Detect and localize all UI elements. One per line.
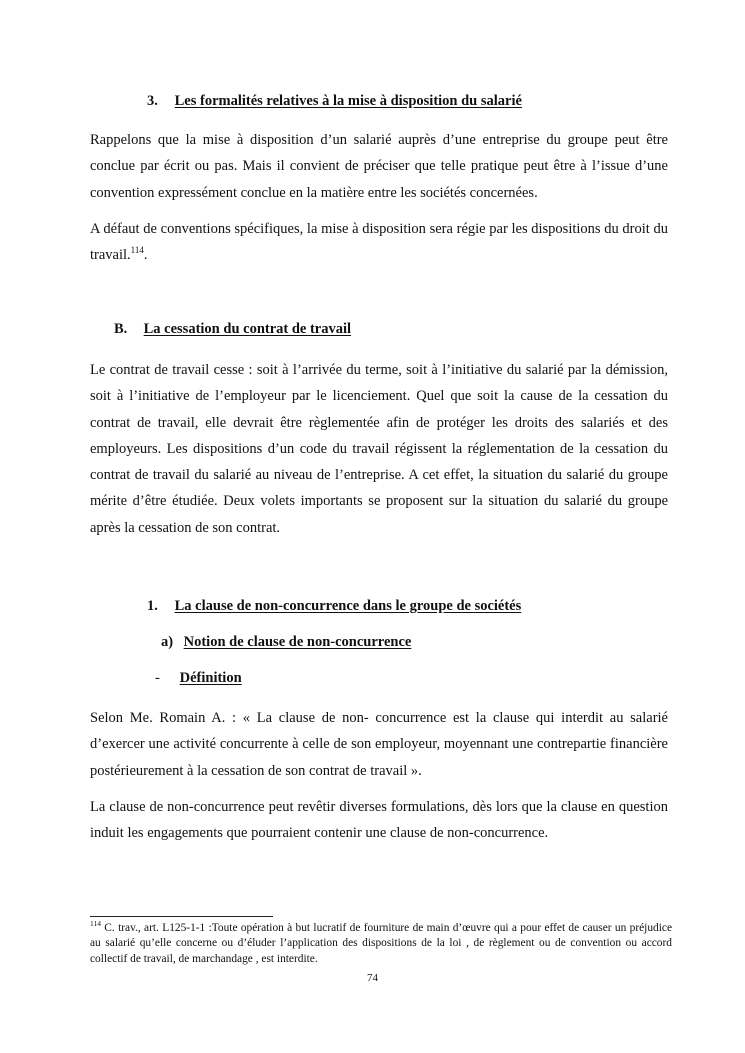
section-3-title: Les formalités relatives à la mise à disposition du salarié — [174, 93, 522, 109]
section-1-heading — [147, 597, 521, 615]
definition-item — [155, 669, 242, 687]
section-a-number: a) — [161, 634, 174, 650]
section-b-number: B. — [114, 321, 128, 337]
paragraph-defaut-conventions — [90, 216, 668, 269]
page-number: 74 — [367, 972, 378, 984]
footnote-number: 114 — [90, 919, 101, 929]
paragraph-definition-quote: Selon Me. Romain A. : « La clause de non- concurrence est la clause qui interdit au salarié d’exercer une activité concurrente à celle de son employeur, moyennant une contrepartie financière postérieurement à la cessation de son contrat de travail ». — [90, 710, 668, 779]
section-b-title: La cessation du contrat de travail — [143, 321, 352, 337]
section-3-heading — [147, 92, 522, 110]
paragraph-defaut-conventions-text: A défaut de conventions spécifiques, la mise à disposition sera régie par les dispositions du droit du travail. — [90, 221, 668, 264]
section-a-title: Notion de clause de non-concurrence — [183, 634, 412, 650]
footnote-reference-114[interactable]: 114 — [130, 245, 144, 256]
section-a-heading — [161, 633, 411, 651]
paragraph-formulations: La clause de non-concurrence peut revêtir diverses formulations, dès lors que la clause en question induit les engagements que pourraient contenir une clause de non-concurrence. — [90, 799, 668, 842]
paragraph-defaut-conventions-tail: . — [143, 247, 148, 264]
paragraph-mise-a-disposition: Rappelons que la mise à disposition d’un salarié auprès d’une entreprise du groupe peut être conclue par écrit ou pas. Mais il convient de préciser que telle pratique peut être à l’issue d’une convention expressément conclue en la matière entre les sociétés concernées. — [90, 132, 668, 201]
section-1-number: 1. — [147, 598, 158, 614]
section-1-title: La clause de non-concurrence dans le groupe de sociétés — [174, 598, 522, 614]
definition-bullet: - — [155, 670, 160, 686]
footnote-text: C. trav., art. L125-1-1 :Toute opération à but lucratif de fourniture de main d’œuvre qui a pour effet de causer un préjudice au salarié qu’elle concerne ou d’éluder l’application des dispositions de la loi , de règlement ou de convention ou accord collectif de travail, de marchandage , est interdite. — [90, 922, 672, 965]
section-b-heading — [114, 320, 351, 338]
section-3-number: 3. — [147, 93, 158, 109]
footnote-114 — [90, 921, 672, 967]
definition-title: Définition — [179, 670, 242, 686]
footnote-separator — [90, 916, 273, 917]
paragraph-cessation-contrat: Le contrat de travail cesse : soit à l’arrivée du terme, soit à l’initiative du salarié par la démission, soit à l’initiative de l’employeur par le licenciement. Quel que soit la cause de la cessation du contrat de travail, elle devrait être règlementée afin de protéger les droits des salariés et des employeurs. Les dispositions d’un code du travail régissent la réglementation de la cessation du contrat de travail du salarié au niveau de l’entreprise. A cet effet, la situation du salarié du groupe mérite d’être étudiée. Deux volets importants se proposent sur la situation du salarié du groupe après la cessation de son contrat. — [90, 362, 668, 536]
